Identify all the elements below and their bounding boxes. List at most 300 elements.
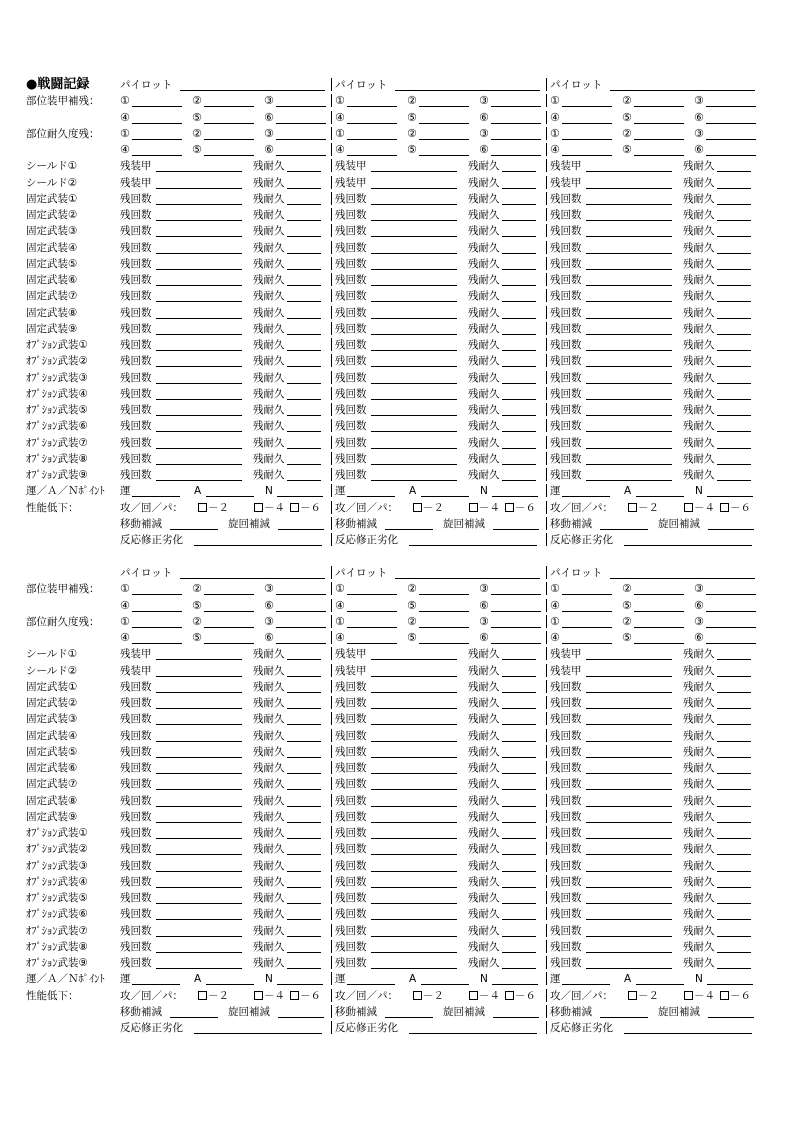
part-value-field[interactable] (479, 581, 541, 597)
equipment-durability-field[interactable] (683, 288, 751, 304)
part-value-field[interactable] (694, 93, 756, 109)
part-value-field[interactable] (192, 598, 254, 614)
part-value-field[interactable] (407, 581, 469, 597)
equipment-remaining-field[interactable] (120, 711, 242, 727)
equipment-durability-field[interactable] (468, 939, 536, 955)
equipment-durability-field[interactable] (683, 402, 751, 418)
equipment-durability-field[interactable] (253, 451, 321, 467)
move-correction-field[interactable] (120, 516, 218, 532)
n-points-field[interactable] (265, 483, 323, 499)
equipment-durability-field[interactable] (683, 760, 751, 776)
equipment-durability-field[interactable] (683, 906, 751, 922)
part-value-field[interactable] (694, 598, 756, 614)
part-value-field[interactable] (694, 110, 756, 126)
equipment-durability-field[interactable] (683, 825, 751, 841)
equipment-durability-field[interactable] (468, 728, 536, 744)
performance-checkbox-option[interactable] (469, 988, 500, 1004)
equipment-remaining-field[interactable] (120, 386, 242, 402)
performance-checkbox-option[interactable] (198, 988, 229, 1004)
a-points-field[interactable] (194, 483, 254, 499)
performance-checkbox-option[interactable] (505, 988, 536, 1004)
equipment-remaining-field[interactable] (120, 305, 242, 321)
equipment-durability-field[interactable] (468, 874, 536, 890)
checkbox[interactable] (628, 991, 637, 1000)
move-correction-field[interactable] (550, 516, 648, 532)
equipment-remaining-field[interactable] (550, 175, 672, 191)
part-value-field[interactable] (407, 110, 469, 126)
part-value-field[interactable] (694, 142, 756, 158)
equipment-durability-field[interactable] (683, 646, 751, 662)
equipment-durability-field[interactable] (683, 711, 751, 727)
part-value-field[interactable] (694, 614, 756, 630)
part-value-field[interactable] (335, 126, 397, 142)
part-value-field[interactable] (479, 614, 541, 630)
part-value-field[interactable] (264, 142, 326, 158)
equipment-remaining-field[interactable] (120, 776, 242, 792)
luck-field[interactable] (550, 971, 610, 987)
equipment-remaining-field[interactable] (120, 728, 242, 744)
equipment-durability-field[interactable] (253, 272, 321, 288)
performance-checkbox-option[interactable] (254, 988, 285, 1004)
equipment-durability-field[interactable] (683, 663, 751, 679)
equipment-remaining-field[interactable] (335, 240, 457, 256)
turn-correction-field[interactable] (443, 1004, 539, 1020)
equipment-remaining-field[interactable] (335, 744, 457, 760)
equipment-remaining-field[interactable] (335, 646, 457, 662)
equipment-remaining-field[interactable] (335, 467, 457, 483)
part-value-field[interactable] (335, 630, 397, 646)
equipment-durability-field[interactable] (253, 337, 321, 353)
reaction-correction-field[interactable] (550, 1020, 752, 1036)
part-value-field[interactable] (550, 126, 612, 142)
equipment-remaining-field[interactable] (550, 223, 672, 239)
performance-checkbox-option[interactable] (469, 500, 500, 516)
equipment-remaining-field[interactable] (120, 809, 242, 825)
equipment-remaining-field[interactable] (120, 191, 242, 207)
equipment-remaining-field[interactable] (335, 728, 457, 744)
equipment-durability-field[interactable] (253, 923, 321, 939)
part-value-field[interactable] (550, 614, 612, 630)
equipment-remaining-field[interactable] (550, 809, 672, 825)
part-value-field[interactable] (264, 126, 326, 142)
part-value-field[interactable] (264, 93, 326, 109)
part-value-field[interactable] (192, 614, 254, 630)
equipment-remaining-field[interactable] (120, 353, 242, 369)
part-value-field[interactable] (120, 598, 182, 614)
n-points-field[interactable] (695, 483, 753, 499)
equipment-remaining-field[interactable] (335, 175, 457, 191)
equipment-remaining-field[interactable] (120, 793, 242, 809)
part-value-field[interactable] (479, 110, 541, 126)
equipment-durability-field[interactable] (468, 890, 536, 906)
equipment-durability-field[interactable] (468, 841, 536, 857)
equipment-durability-field[interactable] (468, 353, 536, 369)
a-points-field[interactable] (624, 971, 684, 987)
equipment-durability-field[interactable] (683, 695, 751, 711)
checkbox[interactable] (290, 503, 299, 512)
equipment-remaining-field[interactable] (335, 386, 457, 402)
part-value-field[interactable] (192, 93, 254, 109)
equipment-remaining-field[interactable] (120, 158, 242, 174)
equipment-durability-field[interactable] (683, 223, 751, 239)
part-value-field[interactable] (335, 598, 397, 614)
equipment-remaining-field[interactable] (335, 158, 457, 174)
equipment-remaining-field[interactable] (120, 467, 242, 483)
equipment-remaining-field[interactable] (120, 890, 242, 906)
equipment-remaining-field[interactable] (120, 402, 242, 418)
equipment-remaining-field[interactable] (550, 467, 672, 483)
performance-checkbox-option[interactable] (720, 988, 751, 1004)
part-value-field[interactable] (407, 598, 469, 614)
equipment-remaining-field[interactable] (120, 223, 242, 239)
pilot-name-field[interactable] (550, 77, 755, 93)
equipment-remaining-field[interactable] (550, 158, 672, 174)
equipment-durability-field[interactable] (683, 370, 751, 386)
equipment-durability-field[interactable] (253, 370, 321, 386)
equipment-durability-field[interactable] (468, 663, 536, 679)
equipment-durability-field[interactable] (683, 175, 751, 191)
part-value-field[interactable] (120, 142, 182, 158)
equipment-durability-field[interactable] (468, 288, 536, 304)
equipment-durability-field[interactable] (253, 663, 321, 679)
equipment-durability-field[interactable] (683, 435, 751, 451)
equipment-remaining-field[interactable] (120, 679, 242, 695)
equipment-remaining-field[interactable] (335, 321, 457, 337)
equipment-remaining-field[interactable] (550, 191, 672, 207)
equipment-remaining-field[interactable] (550, 906, 672, 922)
turn-correction-field[interactable] (443, 516, 539, 532)
equipment-remaining-field[interactable] (335, 776, 457, 792)
pilot-name-field[interactable] (550, 565, 755, 581)
checkbox[interactable] (684, 503, 693, 512)
equipment-remaining-field[interactable] (120, 663, 242, 679)
equipment-durability-field[interactable] (253, 760, 321, 776)
part-value-field[interactable] (407, 630, 469, 646)
part-value-field[interactable] (479, 93, 541, 109)
n-points-field[interactable] (480, 483, 538, 499)
equipment-durability-field[interactable] (683, 858, 751, 874)
equipment-remaining-field[interactable] (550, 353, 672, 369)
part-value-field[interactable] (622, 142, 684, 158)
part-value-field[interactable] (335, 581, 397, 597)
checkbox[interactable] (469, 503, 478, 512)
equipment-durability-field[interactable] (253, 175, 321, 191)
equipment-remaining-field[interactable] (550, 418, 672, 434)
equipment-remaining-field[interactable] (120, 418, 242, 434)
part-value-field[interactable] (192, 630, 254, 646)
equipment-durability-field[interactable] (253, 191, 321, 207)
equipment-remaining-field[interactable] (335, 223, 457, 239)
equipment-durability-field[interactable] (468, 191, 536, 207)
part-value-field[interactable] (120, 614, 182, 630)
equipment-durability-field[interactable] (253, 906, 321, 922)
equipment-durability-field[interactable] (253, 386, 321, 402)
equipment-remaining-field[interactable] (550, 305, 672, 321)
equipment-durability-field[interactable] (253, 679, 321, 695)
checkbox[interactable] (720, 991, 729, 1000)
equipment-durability-field[interactable] (253, 223, 321, 239)
equipment-durability-field[interactable] (468, 776, 536, 792)
pilot-name-field[interactable] (120, 77, 325, 93)
equipment-remaining-field[interactable] (335, 809, 457, 825)
equipment-durability-field[interactable] (468, 809, 536, 825)
part-value-field[interactable] (335, 110, 397, 126)
equipment-remaining-field[interactable] (120, 760, 242, 776)
equipment-remaining-field[interactable] (335, 711, 457, 727)
turn-correction-field[interactable] (228, 516, 324, 532)
checkbox[interactable] (413, 503, 422, 512)
equipment-durability-field[interactable] (468, 679, 536, 695)
part-value-field[interactable] (479, 630, 541, 646)
performance-checkbox-option[interactable] (198, 500, 229, 516)
equipment-durability-field[interactable] (253, 256, 321, 272)
equipment-durability-field[interactable] (253, 728, 321, 744)
equipment-durability-field[interactable] (683, 321, 751, 337)
performance-checkbox-option[interactable] (413, 988, 444, 1004)
part-value-field[interactable] (120, 110, 182, 126)
equipment-remaining-field[interactable] (550, 711, 672, 727)
checkbox[interactable] (684, 991, 693, 1000)
equipment-durability-field[interactable] (683, 923, 751, 939)
equipment-durability-field[interactable] (253, 695, 321, 711)
equipment-durability-field[interactable] (253, 841, 321, 857)
equipment-durability-field[interactable] (683, 256, 751, 272)
part-value-field[interactable] (479, 142, 541, 158)
equipment-durability-field[interactable] (468, 321, 536, 337)
equipment-remaining-field[interactable] (550, 435, 672, 451)
equipment-durability-field[interactable] (253, 825, 321, 841)
part-value-field[interactable] (550, 630, 612, 646)
equipment-durability-field[interactable] (253, 955, 321, 971)
equipment-durability-field[interactable] (468, 858, 536, 874)
equipment-durability-field[interactable] (253, 158, 321, 174)
equipment-remaining-field[interactable] (550, 793, 672, 809)
equipment-remaining-field[interactable] (120, 744, 242, 760)
luck-field[interactable] (335, 483, 395, 499)
n-points-field[interactable] (695, 971, 753, 987)
part-value-field[interactable] (622, 598, 684, 614)
equipment-durability-field[interactable] (683, 191, 751, 207)
equipment-remaining-field[interactable] (335, 939, 457, 955)
performance-checkbox-option[interactable] (684, 988, 715, 1004)
part-value-field[interactable] (407, 614, 469, 630)
equipment-durability-field[interactable] (683, 451, 751, 467)
equipment-remaining-field[interactable] (335, 418, 457, 434)
equipment-durability-field[interactable] (683, 240, 751, 256)
equipment-remaining-field[interactable] (335, 695, 457, 711)
reaction-correction-field[interactable] (335, 1020, 537, 1036)
equipment-durability-field[interactable] (683, 418, 751, 434)
move-correction-field[interactable] (335, 516, 433, 532)
part-value-field[interactable] (192, 142, 254, 158)
equipment-remaining-field[interactable] (550, 841, 672, 857)
part-value-field[interactable] (407, 142, 469, 158)
part-value-field[interactable] (550, 598, 612, 614)
equipment-remaining-field[interactable] (550, 939, 672, 955)
part-value-field[interactable] (120, 126, 182, 142)
equipment-remaining-field[interactable] (550, 386, 672, 402)
equipment-remaining-field[interactable] (550, 256, 672, 272)
checkbox[interactable] (505, 991, 514, 1000)
equipment-remaining-field[interactable] (550, 776, 672, 792)
equipment-durability-field[interactable] (683, 776, 751, 792)
pilot-name-field[interactable] (120, 565, 325, 581)
equipment-durability-field[interactable] (468, 906, 536, 922)
equipment-remaining-field[interactable] (550, 207, 672, 223)
part-value-field[interactable] (622, 110, 684, 126)
performance-checkbox-option[interactable] (254, 500, 285, 516)
move-correction-field[interactable] (120, 1004, 218, 1020)
equipment-durability-field[interactable] (253, 858, 321, 874)
equipment-durability-field[interactable] (253, 435, 321, 451)
n-points-field[interactable] (265, 971, 323, 987)
reaction-correction-field[interactable] (550, 532, 752, 548)
equipment-remaining-field[interactable] (120, 435, 242, 451)
equipment-durability-field[interactable] (683, 955, 751, 971)
equipment-remaining-field[interactable] (120, 207, 242, 223)
checkbox[interactable] (720, 503, 729, 512)
equipment-durability-field[interactable] (253, 288, 321, 304)
equipment-remaining-field[interactable] (120, 240, 242, 256)
equipment-durability-field[interactable] (468, 955, 536, 971)
equipment-remaining-field[interactable] (120, 288, 242, 304)
equipment-durability-field[interactable] (468, 386, 536, 402)
move-correction-field[interactable] (335, 1004, 433, 1020)
part-value-field[interactable] (622, 614, 684, 630)
equipment-remaining-field[interactable] (550, 744, 672, 760)
equipment-remaining-field[interactable] (550, 728, 672, 744)
equipment-remaining-field[interactable] (335, 841, 457, 857)
part-value-field[interactable] (694, 630, 756, 646)
equipment-remaining-field[interactable] (550, 923, 672, 939)
equipment-remaining-field[interactable] (335, 890, 457, 906)
checkbox[interactable] (198, 991, 207, 1000)
equipment-durability-field[interactable] (683, 337, 751, 353)
equipment-remaining-field[interactable] (550, 760, 672, 776)
equipment-remaining-field[interactable] (335, 906, 457, 922)
equipment-durability-field[interactable] (468, 646, 536, 662)
performance-checkbox-option[interactable] (290, 500, 321, 516)
equipment-durability-field[interactable] (468, 451, 536, 467)
pilot-name-field[interactable] (335, 77, 540, 93)
equipment-remaining-field[interactable] (120, 272, 242, 288)
equipment-remaining-field[interactable] (120, 874, 242, 890)
equipment-remaining-field[interactable] (550, 679, 672, 695)
equipment-remaining-field[interactable] (120, 695, 242, 711)
part-value-field[interactable] (192, 581, 254, 597)
equipment-durability-field[interactable] (253, 744, 321, 760)
equipment-remaining-field[interactable] (335, 288, 457, 304)
equipment-durability-field[interactable] (468, 825, 536, 841)
equipment-remaining-field[interactable] (120, 841, 242, 857)
equipment-remaining-field[interactable] (335, 402, 457, 418)
equipment-durability-field[interactable] (683, 158, 751, 174)
equipment-durability-field[interactable] (468, 370, 536, 386)
equipment-durability-field[interactable] (468, 711, 536, 727)
equipment-remaining-field[interactable] (120, 175, 242, 191)
equipment-remaining-field[interactable] (120, 337, 242, 353)
equipment-durability-field[interactable] (683, 809, 751, 825)
performance-checkbox-option[interactable] (720, 500, 751, 516)
equipment-remaining-field[interactable] (120, 451, 242, 467)
equipment-durability-field[interactable] (253, 809, 321, 825)
luck-field[interactable] (120, 483, 180, 499)
equipment-remaining-field[interactable] (550, 451, 672, 467)
equipment-remaining-field[interactable] (550, 858, 672, 874)
equipment-remaining-field[interactable] (335, 451, 457, 467)
reaction-correction-field[interactable] (335, 532, 537, 548)
equipment-durability-field[interactable] (468, 240, 536, 256)
reaction-correction-field[interactable] (120, 1020, 322, 1036)
part-value-field[interactable] (264, 581, 326, 597)
equipment-remaining-field[interactable] (335, 353, 457, 369)
equipment-remaining-field[interactable] (550, 321, 672, 337)
equipment-durability-field[interactable] (683, 744, 751, 760)
part-value-field[interactable] (550, 110, 612, 126)
equipment-durability-field[interactable] (683, 207, 751, 223)
performance-checkbox-option[interactable] (413, 500, 444, 516)
checkbox[interactable] (290, 991, 299, 1000)
equipment-durability-field[interactable] (253, 240, 321, 256)
luck-field[interactable] (335, 971, 395, 987)
equipment-durability-field[interactable] (468, 402, 536, 418)
equipment-remaining-field[interactable] (335, 337, 457, 353)
part-value-field[interactable] (264, 110, 326, 126)
equipment-durability-field[interactable] (468, 223, 536, 239)
equipment-durability-field[interactable] (253, 874, 321, 890)
equipment-durability-field[interactable] (253, 353, 321, 369)
equipment-durability-field[interactable] (468, 418, 536, 434)
performance-checkbox-option[interactable] (505, 500, 536, 516)
equipment-durability-field[interactable] (468, 207, 536, 223)
part-value-field[interactable] (622, 93, 684, 109)
equipment-remaining-field[interactable] (550, 337, 672, 353)
equipment-remaining-field[interactable] (120, 955, 242, 971)
equipment-remaining-field[interactable] (120, 858, 242, 874)
equipment-durability-field[interactable] (468, 175, 536, 191)
a-points-field[interactable] (194, 971, 254, 987)
equipment-durability-field[interactable] (253, 467, 321, 483)
equipment-remaining-field[interactable] (335, 825, 457, 841)
equipment-remaining-field[interactable] (120, 923, 242, 939)
equipment-durability-field[interactable] (468, 467, 536, 483)
equipment-durability-field[interactable] (683, 793, 751, 809)
part-value-field[interactable] (550, 93, 612, 109)
performance-checkbox-option[interactable] (628, 500, 659, 516)
equipment-remaining-field[interactable] (550, 874, 672, 890)
equipment-remaining-field[interactable] (550, 663, 672, 679)
performance-checkbox-option[interactable] (684, 500, 715, 516)
equipment-remaining-field[interactable] (550, 890, 672, 906)
equipment-durability-field[interactable] (683, 939, 751, 955)
equipment-durability-field[interactable] (468, 923, 536, 939)
equipment-remaining-field[interactable] (550, 402, 672, 418)
pilot-name-field[interactable] (335, 565, 540, 581)
equipment-durability-field[interactable] (468, 158, 536, 174)
part-value-field[interactable] (192, 126, 254, 142)
equipment-remaining-field[interactable] (335, 679, 457, 695)
part-value-field[interactable] (192, 110, 254, 126)
equipment-durability-field[interactable] (468, 435, 536, 451)
equipment-remaining-field[interactable] (550, 240, 672, 256)
equipment-durability-field[interactable] (468, 793, 536, 809)
equipment-durability-field[interactable] (683, 679, 751, 695)
equipment-remaining-field[interactable] (335, 370, 457, 386)
equipment-durability-field[interactable] (683, 467, 751, 483)
equipment-durability-field[interactable] (253, 890, 321, 906)
equipment-durability-field[interactable] (253, 793, 321, 809)
part-value-field[interactable] (335, 93, 397, 109)
